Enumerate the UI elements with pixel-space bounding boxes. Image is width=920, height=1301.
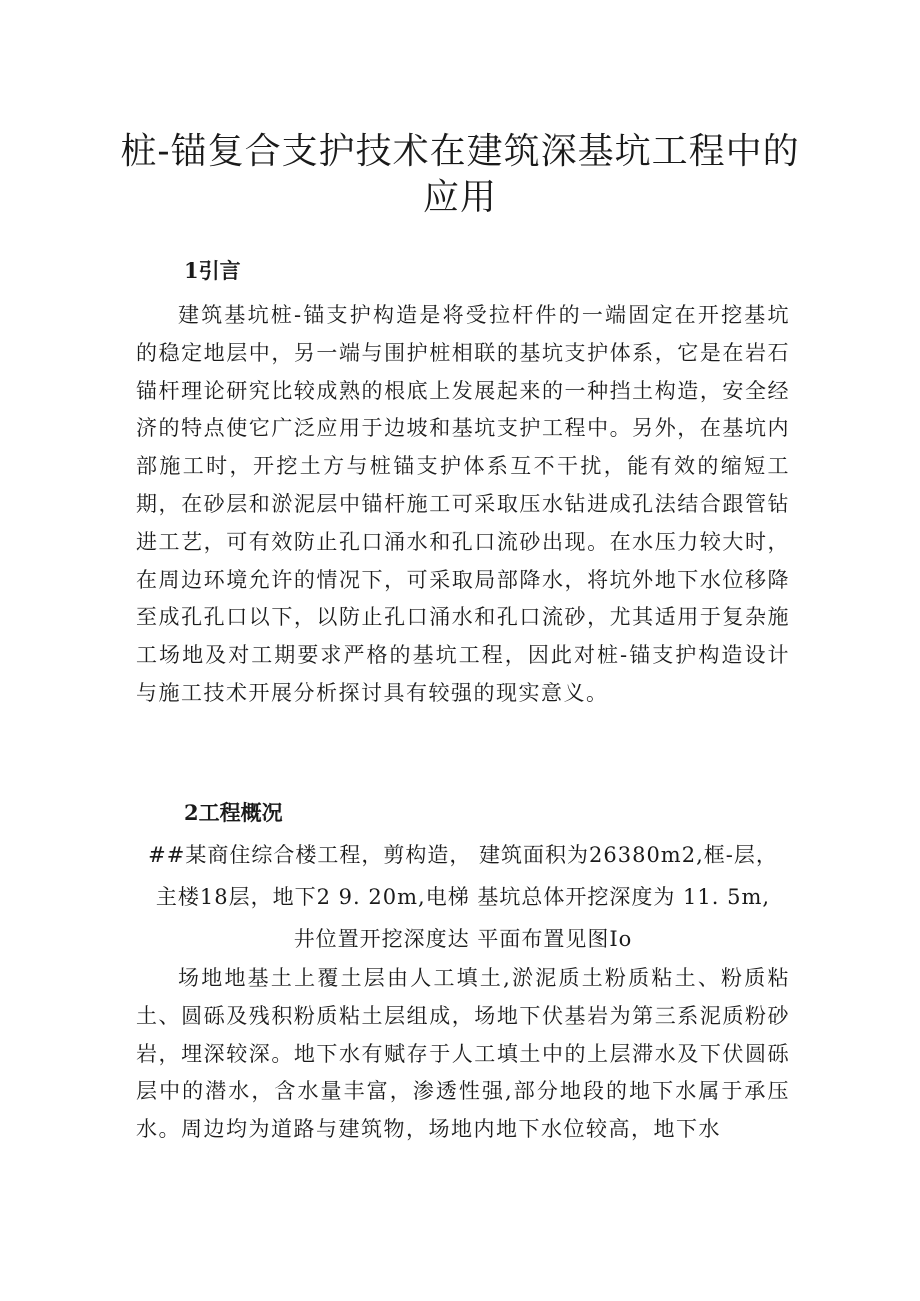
section-heading-introduction: 1引言 <box>184 258 241 283</box>
document-title-line-2: 应用 <box>422 177 497 218</box>
introduction-paragraph: 建筑基坑桩-锚支护构造是将受拉杆件的一端固定在开挖基坑的稳定地层中，另一端与围护桩相联的基坑支护体系，它是在岩石锚杆理论研究比较成熟的根底上发展起来的一种挡土构造，安全经济的特点使它广泛应用于边坡和基坑支护工程中。另外，在基坑内部施工时，开挖土方与桩锚支护体系互不干扰，能有效的缩短工期，在砂层和淤泥层中锚杆施工可采取压水钻进成孔法结合跟管钻进工艺，可有效防止孔口涌水和孔口流砂出现。在水压力较大时，在周边环境允许的情况下，可采取局部降水，将坑外地下水位移降至成孔孔口以下，以防止孔口涌水和孔口流砂，尤其适用于复杂施工场地及对工期要求严格的基坑工程，因此对桩-锚支护构造设计与施工技术开展分析探讨具有较强的现实意义。 <box>136 303 790 705</box>
overview-line-2: 主楼18层，地下2 9. 20m,电梯 基坑总体开挖深度为 11. 5m, <box>155 885 771 909</box>
site-geology-paragraph: 场地地基土上覆土层由人工填土,淤泥质土粉质粘土、粉质粘土、圆砾及残积粉质粘土层组成，场地下伏基岩为第三系泥质粉砂岩，埋深较深。地下水有赋存于人工填土中的上层滞水及下伏圆砾层中的潜水，含水量丰富，渗透性强,部分地段的地下水属于承压水。周边均为道路与建筑物，场地内地下水位较高，地下水 <box>136 966 790 1142</box>
section-heading-project-overview: 2工程概况 <box>184 800 283 825</box>
overview-line-3: 井位置开挖深度达 平面布置见图Io <box>293 927 633 951</box>
overview-line-1: ##某商住综合楼工程，剪构造， 建筑面积为26380m2,框-层， <box>148 843 778 867</box>
document-title-line-1: 桩-锚复合支护技术在建筑深基坑工程中的 <box>120 131 800 172</box>
